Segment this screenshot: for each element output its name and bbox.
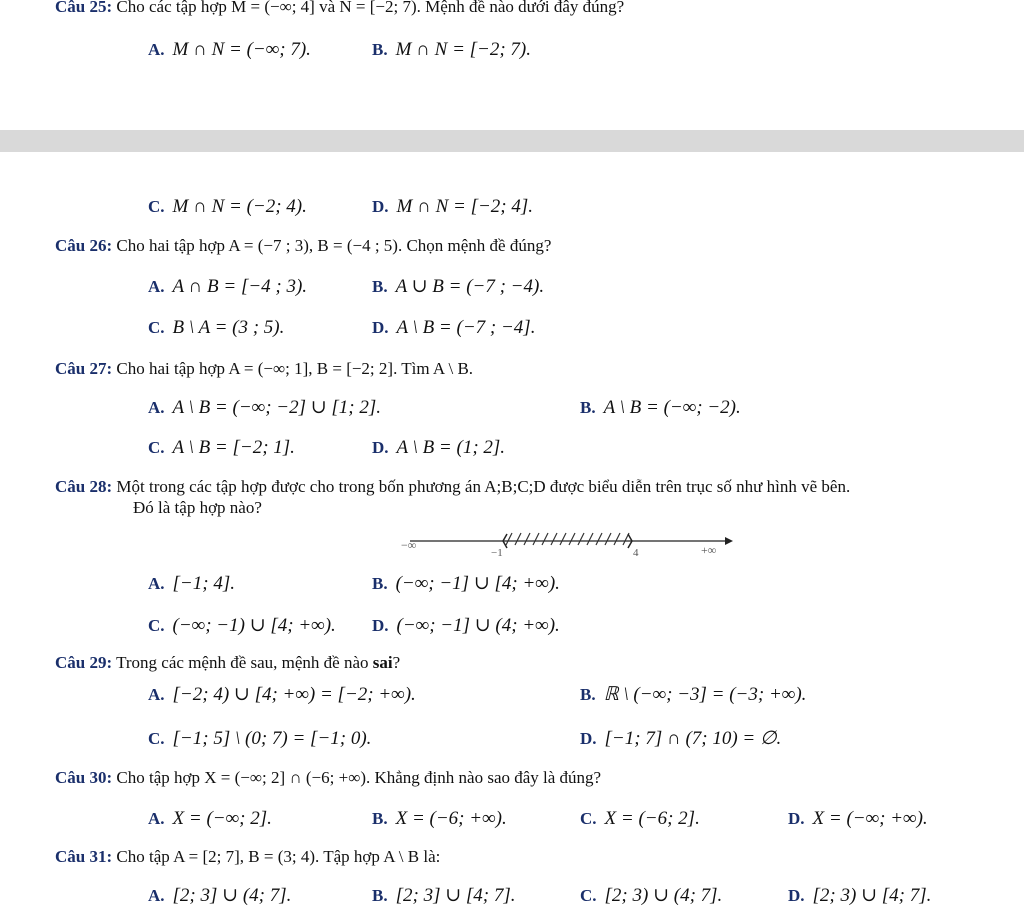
q26-option-a-text: A ∩ B = [−4 ; 3). bbox=[172, 276, 308, 297]
q31-option-d-text: [2; 3) ∪ [4; 7]. bbox=[812, 885, 932, 906]
q25-option-b[interactable] bbox=[372, 38, 531, 62]
q25-option-d-text: M ∩ N = [−2; 4]. bbox=[396, 196, 534, 217]
q29-stem-a: Trong các mệnh đề sau, mệnh đề nào bbox=[116, 653, 373, 672]
q27-option-c-text: A \ B = [−2; 1]. bbox=[172, 437, 295, 458]
number-line-figure bbox=[395, 528, 735, 558]
q31-label: Câu 31: bbox=[55, 847, 113, 866]
q31-stem-line bbox=[55, 846, 440, 868]
q29-stem-keyword: sai bbox=[372, 653, 393, 672]
q30-option-a-text: X = (−∞; 2]. bbox=[172, 808, 272, 829]
shaded-region bbox=[506, 533, 629, 545]
q27-option-c[interactable] bbox=[148, 436, 295, 460]
q29-option-b-text: ℝ \ (−∞; −3] = (−3; +∞). bbox=[603, 684, 807, 705]
q31-option-a-letter: A. bbox=[148, 886, 165, 905]
q31-option-b-text: [2; 3] ∪ [4; 7]. bbox=[395, 885, 516, 906]
q29-option-c[interactable] bbox=[148, 727, 371, 751]
q26-stem-line bbox=[55, 235, 551, 257]
q28-option-b[interactable] bbox=[372, 572, 560, 596]
q25-option-c-text: M ∩ N = (−2; 4). bbox=[172, 196, 307, 217]
q31-option-a[interactable] bbox=[148, 884, 291, 908]
q25-option-d[interactable] bbox=[372, 195, 533, 219]
q28-option-a[interactable] bbox=[148, 572, 235, 596]
q27-option-a[interactable] bbox=[148, 396, 381, 420]
axis-arrow-icon bbox=[725, 537, 733, 545]
q27-option-c-letter: C. bbox=[148, 438, 165, 457]
q27-stem: Cho hai tập hợp A = (−∞; 1], B = [−2; 2]. Tìm A \ B. bbox=[116, 359, 474, 378]
q28-option-a-text: [−1; 4]. bbox=[172, 573, 235, 594]
q30-option-d-letter: D. bbox=[788, 809, 805, 828]
q29-label: Câu 29: bbox=[55, 653, 113, 672]
q26-label: Câu 26: bbox=[55, 236, 113, 255]
q26-option-b[interactable] bbox=[372, 275, 544, 299]
q27-option-a-text: A \ B = (−∞; −2] ∪ [1; 2]. bbox=[172, 397, 382, 418]
q26-option-b-text: A ∪ B = (−7 ; −4). bbox=[395, 276, 545, 297]
q28-stem-line bbox=[55, 476, 850, 498]
q30-option-b-text: X = (−6; +∞). bbox=[395, 808, 507, 829]
q30-option-d[interactable] bbox=[788, 807, 928, 831]
q30-label: Câu 30: bbox=[55, 768, 113, 787]
q28-option-a-letter: A. bbox=[148, 574, 165, 593]
q25-label: Câu 25: bbox=[55, 0, 113, 16]
q28-option-c-letter: C. bbox=[148, 616, 165, 635]
q29-option-d[interactable] bbox=[580, 727, 781, 751]
q25-option-c-letter: C. bbox=[148, 197, 165, 216]
q30-option-b-letter: B. bbox=[372, 809, 388, 828]
q29-option-d-text: [−1; 7] ∩ (7; 10) = ∅. bbox=[604, 728, 782, 749]
q29-option-b-letter: B. bbox=[580, 685, 596, 704]
q25-option-b-text: M ∩ N = [−2; 7). bbox=[395, 39, 532, 60]
axis-label-neg-inf: −∞ bbox=[401, 538, 417, 552]
q27-option-d-text: A \ B = (1; 2]. bbox=[396, 437, 506, 458]
q29-option-a-letter: A. bbox=[148, 685, 165, 704]
q28-option-d[interactable] bbox=[372, 614, 560, 638]
q30-option-a-letter: A. bbox=[148, 809, 165, 828]
q28-option-b-letter: B. bbox=[372, 574, 388, 593]
q27-option-d[interactable] bbox=[372, 436, 505, 460]
q27-label: Câu 27: bbox=[55, 359, 113, 378]
axis-label-minus-1: −1 bbox=[491, 547, 503, 558]
q25-option-a[interactable] bbox=[148, 38, 311, 62]
q29-option-c-text: [−1; 5] \ (0; 7) = [−1; 0). bbox=[172, 728, 372, 749]
q25-option-c[interactable] bbox=[148, 195, 307, 219]
q30-stem: Cho tập hợp X = (−∞; 2] ∩ (−6; +∞). Khẳng định nào sao đây là đúng? bbox=[116, 768, 602, 787]
q31-option-c[interactable] bbox=[580, 884, 722, 908]
q25-option-d-letter: D. bbox=[372, 197, 389, 216]
q28-label: Câu 28: bbox=[55, 477, 113, 496]
q31-option-d[interactable] bbox=[788, 884, 931, 908]
q27-option-d-letter: D. bbox=[372, 438, 389, 457]
q28-option-d-letter: D. bbox=[372, 616, 389, 635]
q29-option-b[interactable] bbox=[580, 683, 806, 707]
q30-option-b[interactable] bbox=[372, 807, 507, 831]
axis-label-4: 4 bbox=[633, 547, 639, 558]
q29-stem-c: ? bbox=[392, 653, 401, 672]
q26-option-d-letter: D. bbox=[372, 318, 389, 337]
q26-option-b-letter: B. bbox=[372, 277, 388, 296]
q26-option-d[interactable] bbox=[372, 316, 535, 340]
q30-option-c[interactable] bbox=[580, 807, 700, 831]
q31-option-d-letter: D. bbox=[788, 886, 805, 905]
q27-option-a-letter: A. bbox=[148, 398, 165, 417]
q27-stem-line bbox=[55, 358, 473, 380]
q25-option-b-letter: B. bbox=[372, 40, 388, 59]
axis-label-pos-inf: +∞ bbox=[701, 543, 717, 557]
q31-stem: Cho tập A = [2; 7], B = (3; 4). Tập hợp A \ B là: bbox=[116, 847, 441, 866]
q26-option-c-text: B \ A = (3 ; 5). bbox=[172, 317, 285, 338]
q25-stem: Cho các tập hợp M = (−∞; 4] và N = [−2; 7). Mệnh đề nào dưới đây đúng? bbox=[116, 0, 625, 16]
q30-stem-line bbox=[55, 767, 601, 789]
q26-option-d-text: A \ B = (−7 ; −4]. bbox=[396, 317, 536, 338]
q31-option-b[interactable] bbox=[372, 884, 516, 908]
q30-option-d-text: X = (−∞; +∞). bbox=[812, 808, 928, 829]
q25-stem-line bbox=[55, 0, 624, 18]
q25-option-a-text: M ∩ N = (−∞; 7). bbox=[172, 39, 311, 60]
page-separator bbox=[0, 130, 1024, 152]
q30-option-c-letter: C. bbox=[580, 809, 597, 828]
q27-option-b[interactable] bbox=[580, 396, 741, 420]
q29-option-c-letter: C. bbox=[148, 729, 165, 748]
q31-option-c-text: [2; 3) ∪ (4; 7]. bbox=[604, 885, 723, 906]
q28-stem-line-2: Đó là tập hợp nào? bbox=[133, 498, 262, 517]
q28-option-c[interactable] bbox=[148, 614, 336, 638]
q26-option-c[interactable] bbox=[148, 316, 284, 340]
q25-option-a-letter: A. bbox=[148, 40, 165, 59]
q30-option-a[interactable] bbox=[148, 807, 272, 831]
q28-option-d-text: (−∞; −1] ∪ (4; +∞). bbox=[396, 615, 560, 636]
q29-stem-line bbox=[55, 652, 400, 674]
q27-option-b-text: A \ B = (−∞; −2). bbox=[603, 397, 741, 418]
q26-stem: Cho hai tập hợp A = (−7 ; 3), B = (−4 ; 5). Chọn mệnh đề đúng? bbox=[116, 236, 552, 255]
q27-option-b-letter: B. bbox=[580, 398, 596, 417]
q31-option-c-letter: C. bbox=[580, 886, 597, 905]
q30-option-c-text: X = (−6; 2]. bbox=[604, 808, 700, 829]
q29-option-a-text: [−2; 4) ∪ [4; +∞) = [−2; +∞). bbox=[172, 684, 416, 705]
q26-option-a[interactable] bbox=[148, 275, 307, 299]
q29-option-a[interactable] bbox=[148, 683, 416, 707]
q26-option-c-letter: C. bbox=[148, 318, 165, 337]
q29-option-d-letter: D. bbox=[580, 729, 597, 748]
q28-option-c-text: (−∞; −1) ∪ [4; +∞). bbox=[172, 615, 336, 636]
q31-option-a-text: [2; 3] ∪ (4; 7]. bbox=[172, 885, 292, 906]
q31-option-b-letter: B. bbox=[372, 886, 388, 905]
q28-option-b-text: (−∞; −1] ∪ [4; +∞). bbox=[395, 573, 560, 594]
q28-stem: Một trong các tập hợp được cho trong bốn phương án A;B;C;D được biểu diễn trên trục số như hình vẽ bên. bbox=[116, 477, 851, 496]
q26-option-a-letter: A. bbox=[148, 277, 165, 296]
